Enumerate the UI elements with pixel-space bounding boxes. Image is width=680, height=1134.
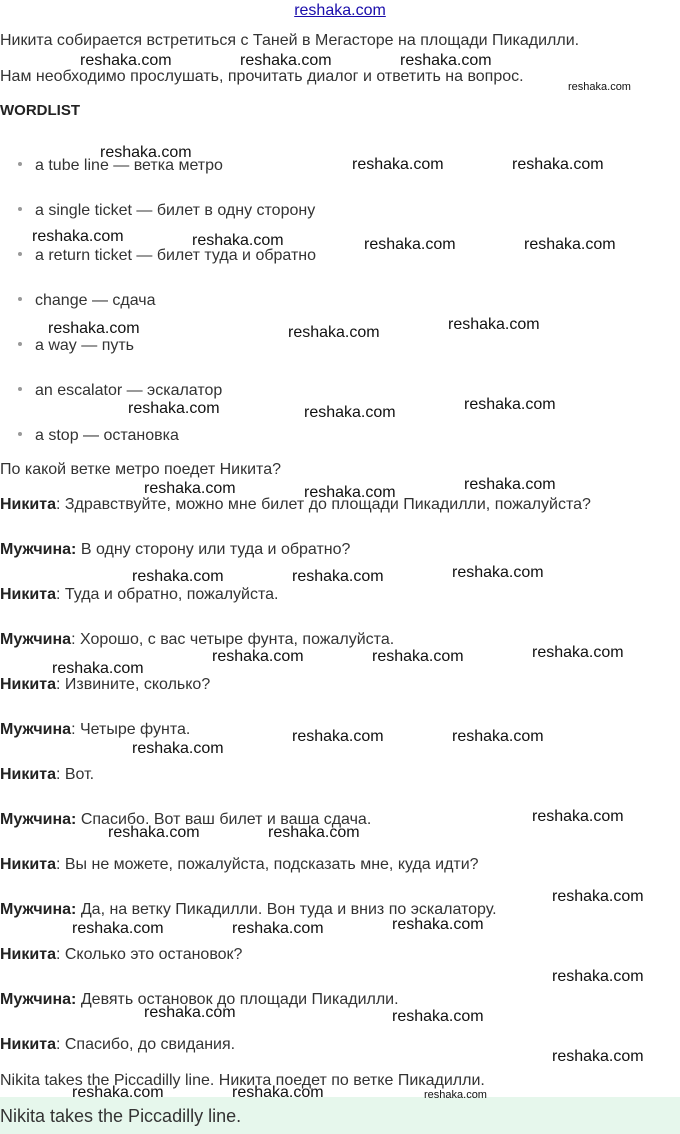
speaker-name: Мужчина: — [0, 811, 77, 828]
speaker-name: Мужчина — [0, 631, 72, 648]
watermark: reshaka.com — [232, 920, 324, 937]
dialogue-text: : Хорошо, с вас четыре фунта, пожалуйста. — [71, 631, 395, 648]
watermark: reshaka.com — [352, 156, 444, 173]
speaker-name: Никита — [0, 586, 56, 603]
watermark: reshaka.com — [364, 236, 456, 253]
watermark: reshaka.com — [400, 52, 492, 69]
watermark: reshaka.com — [100, 144, 192, 161]
dialogue-line — [0, 675, 210, 695]
watermark: reshaka.com — [72, 1084, 164, 1101]
watermark: reshaka.com — [552, 888, 644, 905]
dialogue-line — [0, 540, 350, 560]
dialogue-text: : Вот. — [55, 766, 95, 783]
wordlist-item: a stop — остановка — [18, 426, 179, 446]
dialogue-line — [0, 495, 591, 515]
watermark: reshaka.com — [292, 568, 384, 585]
watermark: reshaka.com — [232, 1084, 324, 1101]
watermark: reshaka.com — [192, 232, 284, 249]
watermark: reshaka.com — [212, 648, 304, 665]
site-header-link[interactable]: reshaka.com — [294, 2, 386, 19]
watermark: reshaka.com — [52, 660, 144, 677]
wordlist-item: an escalator — эскалатор — [18, 381, 222, 401]
watermark: reshaka.com — [392, 916, 484, 933]
watermark: reshaka.com — [532, 644, 624, 661]
watermark: reshaka.com — [268, 824, 360, 841]
dialogue-text: : Туда и обратно, пожалуйста. — [55, 586, 279, 603]
wordlist-item: a return ticket — билет туда и обратно — [18, 246, 316, 266]
bullet-icon — [18, 252, 22, 256]
dialogue-text: Девять остановок до площади Пикадилли. — [76, 991, 399, 1008]
dialogue-text: Спасибо. Вот ваш билет и ваша сдача. — [76, 811, 372, 828]
speaker-name: Никита — [0, 1036, 56, 1053]
watermark: reshaka.com — [372, 648, 464, 665]
watermark: reshaka.com — [32, 228, 124, 245]
speaker-name: Мужчина: — [0, 991, 77, 1008]
speaker-name: Никита — [0, 676, 56, 693]
dialogue-line — [0, 720, 190, 740]
watermark: reshaka.com — [144, 480, 236, 497]
watermark: reshaka.com — [48, 320, 140, 337]
watermark: reshaka.com — [464, 396, 556, 413]
dialogue-text: : Здравствуйте, можно мне билет до площади Пикадилли, пожалуйста? — [55, 496, 591, 513]
watermark: reshaka.com — [568, 81, 631, 93]
watermark: reshaka.com — [452, 728, 544, 745]
watermark: reshaka.com — [552, 968, 644, 985]
wordlist-item: change — сдача — [18, 291, 156, 311]
watermark: reshaka.com — [72, 920, 164, 937]
answer-line: Nikita takes the Piccadilly line. Никита поедет по ветке Пикадилли. — [0, 1072, 485, 1089]
watermark: reshaka.com — [448, 316, 540, 333]
speaker-name: Мужчина — [0, 721, 72, 738]
dialogue-line — [0, 1035, 235, 1055]
watermark: reshaka.com — [144, 1004, 236, 1021]
wordlist-item: a tube line — ветка метро — [18, 156, 223, 176]
answer-box-text: Nikita takes the Piccadilly line. — [0, 1106, 242, 1126]
bullet-icon — [18, 387, 22, 391]
dialogue-text: : Извините, сколько? — [55, 676, 211, 693]
wordlist-item: a way — путь — [18, 336, 134, 356]
watermark: reshaka.com — [80, 52, 172, 69]
speaker-name: Никита — [0, 766, 56, 783]
watermark: reshaka.com — [464, 476, 556, 493]
watermark: reshaka.com — [392, 1008, 484, 1025]
watermark: reshaka.com — [132, 568, 224, 585]
intro-line-2: Нам необходимо прослушать, прочитать диалог и ответить на вопрос. — [0, 68, 524, 85]
dialogue-text: : Сколько это остановок? — [55, 946, 243, 963]
question: По какой ветке метро поедет Никита? — [0, 461, 281, 478]
dialogue-line — [0, 855, 479, 875]
dialogue-text: В одну сторону или туда и обратно? — [76, 541, 351, 558]
wordlist-item: a single ticket — билет в одну сторону — [18, 201, 315, 221]
speaker-name: Мужчина: — [0, 541, 77, 558]
bullet-icon — [18, 162, 22, 166]
speaker-name: Никита — [0, 496, 56, 513]
watermark: reshaka.com — [292, 728, 384, 745]
watermark: reshaka.com — [108, 824, 200, 841]
speaker-name: Никита — [0, 946, 56, 963]
dialogue-text: : Четыре фунта. — [71, 721, 191, 738]
speaker-name: Мужчина: — [0, 901, 77, 918]
watermark: reshaka.com — [128, 400, 220, 417]
dialogue-text: : Спасибо, до свидания. — [55, 1036, 236, 1053]
watermark: reshaka.com — [304, 484, 396, 501]
watermark: reshaka.com — [132, 740, 224, 757]
bullet-icon — [18, 297, 22, 301]
bullet-icon — [18, 342, 22, 346]
watermark: reshaka.com — [552, 1048, 644, 1065]
dialogue-text: : Вы не можете, пожалуйста, подсказать мне, куда идти? — [55, 856, 479, 873]
watermark: reshaka.com — [304, 404, 396, 421]
watermark: reshaka.com — [512, 156, 604, 173]
watermark: reshaka.com — [424, 1089, 487, 1101]
watermark: reshaka.com — [240, 52, 332, 69]
dialogue-text: Да, на ветку Пикадилли. Вон туда и вниз по эскалатору. — [76, 901, 497, 918]
dialogue-line — [0, 765, 94, 785]
watermark: reshaka.com — [452, 564, 544, 581]
dialogue-line — [0, 585, 278, 605]
watermark: reshaka.com — [524, 236, 616, 253]
bullet-icon — [18, 432, 22, 436]
watermark: reshaka.com — [288, 324, 380, 341]
watermark: reshaka.com — [532, 808, 624, 825]
dialogue-line — [0, 630, 394, 650]
dialogue-line — [0, 945, 242, 965]
wordlist-title: WORDLIST — [0, 102, 80, 119]
intro-line-1: Никита собирается встретиться с Таней в Мегасторе на площади Пикадилли. — [0, 32, 580, 49]
bullet-icon — [18, 207, 22, 211]
speaker-name: Никита — [0, 856, 56, 873]
